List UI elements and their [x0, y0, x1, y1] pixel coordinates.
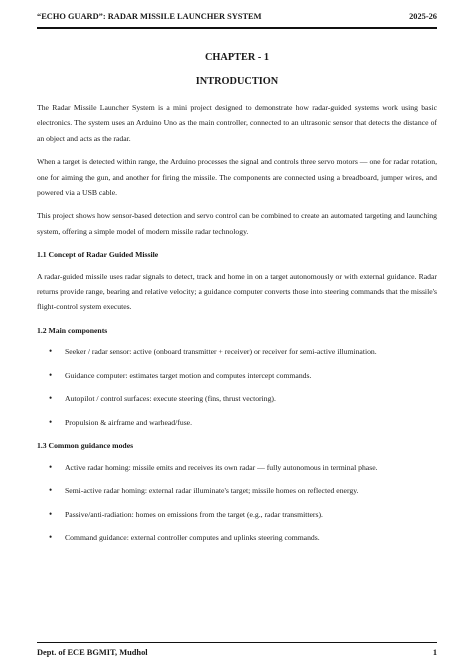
list-item: • Propulsion & airframe and warhead/fuse.: [65, 415, 437, 430]
footer-department: Dept. of ECE BGMIT, Mudhol: [37, 648, 148, 657]
list-item: • Autopilot / control surfaces: execute steering (fins, thrust vectoring).: [65, 391, 437, 406]
paragraph: The Radar Missile Launcher System is a mini project designed to demonstrate how radar-guided systems work using basic electronics. The system uses an Arduino Uno as the main controller, connected to an ultrasonic sensor that detects the distance of an object and acts as the radar.: [37, 103, 437, 143]
guidance-modes-list: [37, 460, 437, 546]
header-year: 2025-26: [409, 12, 437, 21]
body-text: [37, 100, 437, 554]
page-header: [37, 12, 437, 26]
paragraph: A radar-guided missile uses radar signals to detect, track and home in on a target autonomously or with external guidance. Radar returns provide range, bearing and relative velocity; a guidance computer converts those into steering commands that the missile's flight-control system executes.: [37, 271, 437, 312]
list-item: • Guidance computer: estimates target motion and computes intercept commands.: [65, 368, 437, 383]
section-heading-1-1: 1.1 Concept of Radar Guided Missile: [37, 250, 159, 260]
paragraph: When a target is detected within range, the Arduino processes the signal and controls three servo motors — one for radar rotation, one for aiming the gun, and another for firing the missile. The components are connected using a breadboard, jumper wires, and powered via a USB cable.: [37, 157, 437, 198]
page-number: 1: [432, 648, 437, 657]
list-item: • Semi-active radar homing: external radar illuminate's target; missile homes on reflected energy.: [65, 483, 437, 498]
components-list: [37, 344, 437, 430]
list-item: • Active radar homing: missile emits and receives its own radar — fully autonomous in terminal phase.: [65, 460, 437, 475]
header-rule: [37, 27, 437, 29]
section-heading-1-2: 1.2 Main components: [37, 325, 108, 335]
page-footer: [37, 648, 437, 662]
footer-rule: [37, 642, 437, 643]
list-item: • Command guidance: external controller computes and uplinks steering commands.: [65, 530, 437, 545]
paragraph: This project shows how sensor-based detection and servo control can be combined to create an automated targeting and launching system, offering a simple model of modern missile radar technology.: [37, 211, 437, 236]
list-item: • Passive/anti-radiation: homes on emissions from the target (e.g., radar transmitters).: [65, 507, 437, 522]
header-title: “ECHO GUARD”: RADAR MISSILE LAUNCHER SYSTEM: [37, 12, 262, 21]
section-heading-1-3: 1.3 Common guidance modes: [37, 441, 134, 451]
chapter-label: CHAPTER - 1: [204, 52, 270, 63]
list-item: • Seeker / radar sensor: active (onboard transmitter + receiver) or receiver for semi-active illumination.: [65, 344, 437, 359]
chapter-heading: INTRODUCTION: [195, 76, 279, 87]
